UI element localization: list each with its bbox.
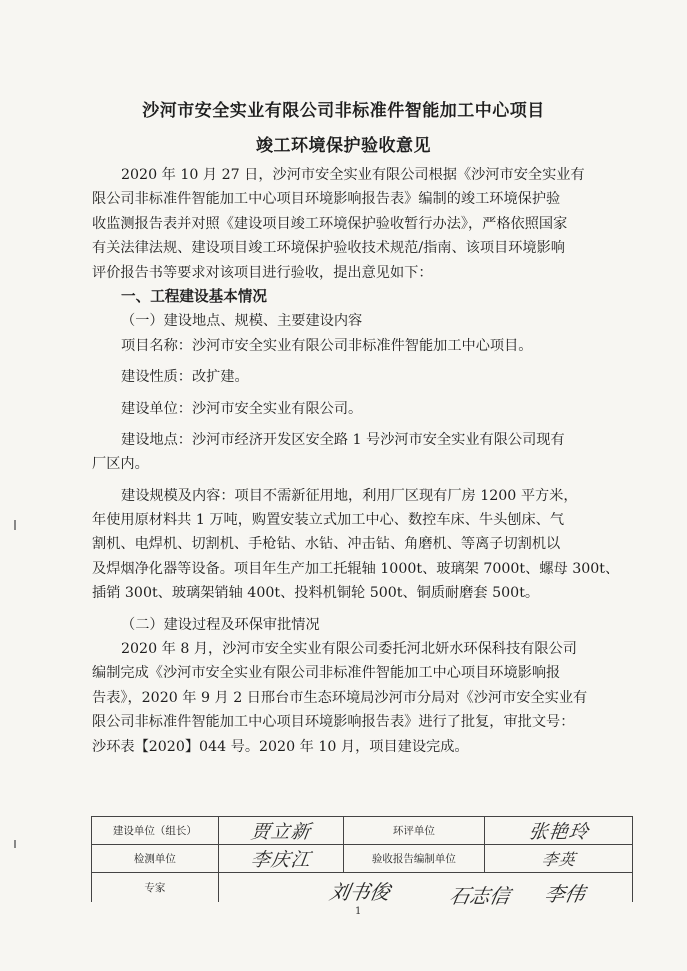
document-body: [92, 163, 630, 759]
approval-text: 编制完成《沙河市安全实业有限公司非标准件智能加工中心项目环境影响报: [92, 665, 561, 682]
build-scale: 割机、电焊机、切割机、手枪钻、水钻、冲击钻、角磨机、等离子切割机以: [92, 536, 561, 553]
table-row: [92, 845, 633, 873]
eia-unit-label: 环评单位: [343, 817, 485, 845]
approval-text: 沙环表【2020】044 号。2020 年 10 月，项目建设完成。: [92, 738, 469, 755]
handwritten-signature: 石志信: [447, 884, 512, 908]
approval-text: 告表》，2020 年 9 月 2 日邢台市生态环境局沙河市分局对《沙河市安全实业有: [92, 689, 588, 706]
build-location: 厂区内。: [92, 456, 149, 473]
handwritten-signature: 张艳玲: [526, 821, 590, 843]
build-scale: 年使用原材料共 1 万吨，购置安装立式加工中心、数控车床、牛头刨床、气: [92, 512, 565, 529]
subsection-heading: （二）建设过程及环保审批情况: [121, 616, 320, 633]
eia-unit-signature-cell: [485, 817, 633, 845]
expert-signatures: [327, 872, 630, 912]
build-scale: 建设规模及内容：项目不需新征用地，利用厂区现有厂房 1200 平方米，: [121, 487, 578, 504]
paragraph-line: 评价报告书等要求对该项目进行验收，提出意见如下：: [92, 264, 433, 281]
report-unit-label: 验收报告编制单位: [343, 845, 485, 873]
report-unit-signature-cell: [485, 845, 633, 873]
build-scale: 插销 300t、玻璃架销轴 400t、投料机铜轮 500t、铜质耐磨套 500t。: [92, 585, 540, 602]
document-title: 沙河市安全实业有限公司非标准件智能加工中心项目: [142, 101, 545, 121]
build-nature: 建设性质：改扩建。: [121, 369, 249, 386]
handwritten-signature: 李英: [540, 850, 577, 869]
testing-unit-label: 检测单位: [92, 845, 219, 873]
build-scale: 及焊烟净化器等设备。项目年生产加工托辊轴 1000t、玻璃架 7000t、螺母 300t、: [92, 560, 620, 577]
paragraph-line: 限公司非标准件智能加工中心项目环境影响报告表》编制的竣工环境保护验: [92, 191, 561, 208]
paragraph-line: 2020 年 10 月 27 日，沙河市安全实业有限公司根据《沙河市安全实业有: [121, 167, 585, 183]
expert-label: 专家: [92, 873, 219, 903]
approval-text: 2020 年 8 月，沙河市安全实业有限公司委托河北妍水环保科技有限公司: [121, 641, 577, 658]
paragraph-line: 有关法律法规、建设项目竣工环境保护验收技术规范/指南、该项目环境影响: [92, 240, 565, 257]
testing-unit-signature-cell: [218, 845, 343, 873]
handwritten-signature: 李庆江: [248, 849, 312, 871]
handwritten-signature: 贾立新: [248, 821, 312, 843]
scan-mark: [14, 840, 16, 848]
scan-mark: [14, 520, 16, 530]
handwritten-signature: 刘书俊: [327, 880, 392, 904]
page-number: 1: [355, 906, 362, 917]
construction-unit-signature-cell: [218, 817, 343, 845]
document-subtitle: 竣工环境保护验收意见: [256, 136, 431, 156]
table-row: [92, 817, 633, 845]
section-heading: 一、工程建设基本情况: [121, 287, 267, 305]
project-name: 项目名称：沙河市安全实业有限公司非标准件智能加工中心项目。: [121, 337, 533, 354]
build-unit: 建设单位：沙河市安全实业有限公司。: [121, 400, 363, 417]
subsection-heading: （一）建设地点、规模、主要建设内容: [121, 313, 363, 330]
paragraph-line: 收监测报告表并对照《建设项目竣工环境保护验收暂行办法》，严格依照国家: [92, 215, 568, 232]
construction-unit-label: 建设单位（组长）: [92, 817, 219, 845]
build-location: 建设地点：沙河市经济开发区安全路 1 号沙河市安全实业有限公司现有: [121, 431, 565, 448]
handwritten-signature: 李伟: [542, 882, 587, 906]
approval-text: 限公司非标准件智能加工中心项目环境影响报告表》进行了批复，审批文号：: [92, 714, 575, 731]
